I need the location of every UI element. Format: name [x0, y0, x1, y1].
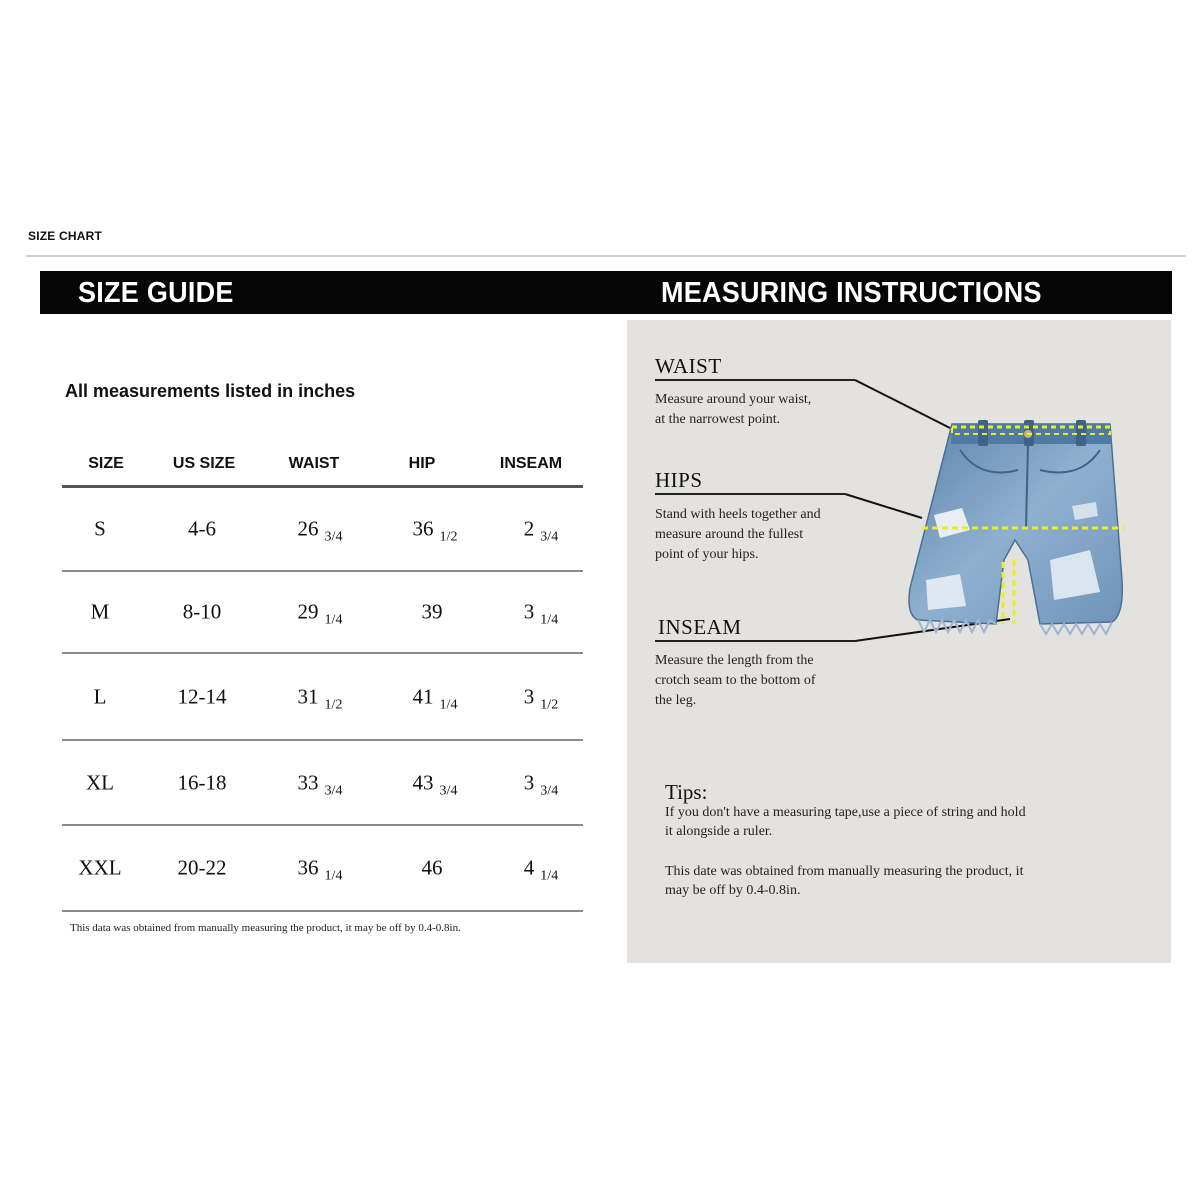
cell-inseam-fraction: 3/4 [540, 783, 559, 798]
tips-line-4: may be off by 0.4-0.8in. [665, 883, 801, 898]
cell-us: 12-14 [177, 684, 227, 708]
cell-size: XL [86, 770, 114, 794]
cell-hip-whole: 39 [421, 599, 443, 624]
size-guide-heading: SIZE GUIDE [78, 277, 234, 309]
cell-us: 20-22 [177, 855, 227, 880]
cell-inseam-whole: 2 [523, 516, 535, 541]
hips-title: HIPS [655, 468, 703, 492]
measuring-instructions-heading: MEASURING INSTRUCTIONS [661, 277, 1042, 309]
column-header-hip: HIP [408, 455, 436, 472]
inseam-line-1: Measure the length from the [655, 653, 814, 668]
cell-us: 16-18 [177, 770, 227, 794]
cell-waist-whole: 26 [297, 516, 319, 541]
cell-hip-whole: 46 [421, 855, 443, 880]
cell-waist-fraction: 1/4 [324, 868, 343, 884]
cell-waist-fraction: 3/4 [324, 529, 343, 545]
column-header-us-size: US SIZE [172, 455, 236, 472]
cell-hip-whole: 36 [412, 516, 434, 541]
column-header-size: SIZE [88, 455, 124, 472]
cell-size: L [93, 684, 107, 708]
tips-line-2: it alongside a ruler. [665, 824, 773, 839]
cell-hip-whole: 41 [412, 684, 434, 708]
inseam-line-3: the leg. [655, 693, 697, 708]
cell-inseam-whole: 3 [523, 599, 535, 624]
cell-inseam-whole: 4 [523, 855, 535, 880]
cell-us: 8-10 [182, 599, 222, 624]
cell-waist-fraction: 3/4 [324, 783, 343, 798]
denim-shorts-icon [900, 410, 1130, 640]
cell-inseam-fraction: 1/4 [540, 868, 559, 884]
cell-waist-fraction: 1/2 [324, 697, 343, 712]
tips-paragraph-1 [665, 803, 1026, 841]
cell-waist-whole: 33 [297, 770, 319, 794]
tips-title: Tips: [665, 780, 708, 804]
cell-us: 4-6 [188, 516, 216, 541]
tips-line-3: This date was obtained from manually measuring the product, it [665, 864, 1024, 879]
cell-waist-whole: 36 [297, 855, 319, 880]
cell-hip-fraction: 3/4 [439, 783, 458, 798]
cell-inseam-fraction: 1/4 [540, 612, 559, 628]
measurement-unit-note: All measurements listed in inches [65, 381, 356, 401]
table-footnote: This data was obtained from manually measuring the product, it may be off by 0.4-0.8in. [70, 922, 461, 934]
cell-waist-whole: 29 [297, 599, 319, 624]
tips-paragraph-2 [665, 862, 1023, 900]
cell-hip-fraction: 1/2 [439, 529, 458, 545]
inseam-line-2: crotch seam to the bottom of [655, 673, 816, 688]
cell-hip-fraction: 1/4 [439, 697, 458, 712]
inseam-title: INSEAM [658, 615, 742, 639]
hips-line-2: measure around the fullest [655, 527, 804, 542]
cell-inseam-whole: 3 [523, 770, 535, 794]
hips-line-3: point of your hips. [655, 547, 759, 562]
cell-size: M [90, 599, 110, 624]
waist-title: WAIST [655, 354, 722, 378]
column-header-waist: WAIST [288, 455, 340, 472]
cell-waist-fraction: 1/4 [324, 612, 343, 628]
hips-line-1: Stand with heels together and [655, 507, 821, 522]
cell-inseam-fraction: 3/4 [540, 529, 559, 545]
cell-size: S [94, 516, 106, 541]
waist-line-2: at the narrowest point. [655, 412, 781, 427]
waist-line-1: Measure around your waist, [655, 392, 812, 407]
cell-waist-whole: 31 [297, 684, 319, 708]
column-header-inseam: INSEAM [499, 455, 563, 472]
cell-size: XXL [78, 855, 122, 880]
tips-line-1: If you don't have a measuring tape,use a piece of string and hold [665, 805, 1026, 820]
cell-inseam-fraction: 1/2 [540, 697, 559, 712]
cell-inseam-whole: 3 [523, 684, 535, 708]
cell-hip-whole: 43 [412, 770, 434, 794]
size-chart-label: SIZE CHART [28, 229, 102, 243]
